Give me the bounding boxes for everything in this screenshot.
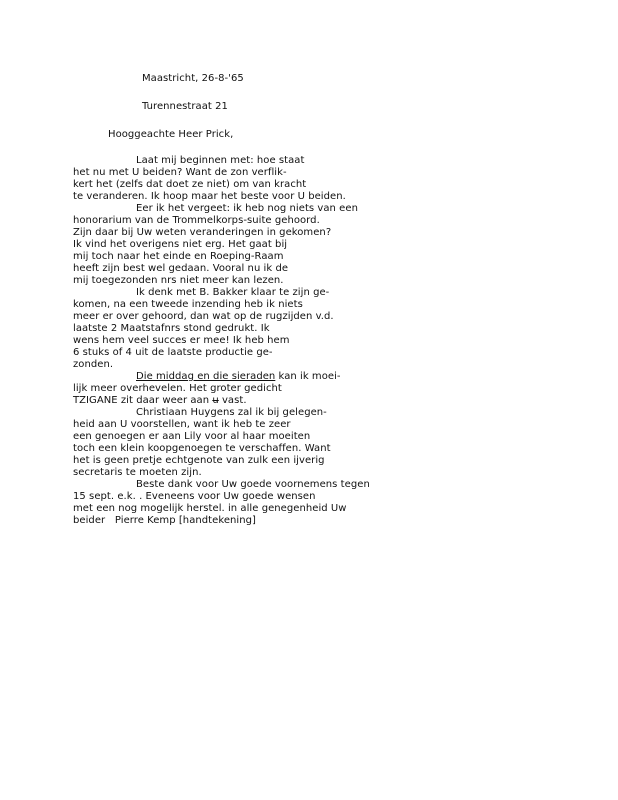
paragraph-line: Christiaan Huygens zal ik bij gelegen- [136, 407, 327, 418]
paragraph-line: 6 stuks of 4 uit de laatste productie ge- [73, 347, 273, 358]
paragraph-line: Zijn daar bij Uw weten veranderingen in gekomen? [73, 227, 332, 238]
signature-line: beider Pierre Kemp [handtekening] [73, 515, 256, 526]
paragraph-line [136, 371, 341, 383]
paragraph-line: met een nog mogelijk herstel. in alle genegenheid Uw [73, 503, 347, 514]
paragraph-line: te veranderen. Ik hoop maar het beste voor U beiden. [73, 191, 346, 202]
paragraph-line: Laat mij beginnen met: hoe staat [136, 155, 305, 166]
paragraph-line: Eer ik het vergeet: ik heb nog niets van een [136, 203, 358, 214]
paragraph-line: wens hem veel succes er mee! Ik heb hem [73, 335, 290, 346]
paragraph-line: mij toegezonden nrs niet meer kan lezen. [73, 275, 284, 286]
paragraph-line: mij toch naar het einde en Roeping-Raam [73, 251, 284, 262]
paragraph-line: meer er over gehoord, dan wat op de rugzijden v.d. [73, 311, 334, 322]
paragraph-line: kert het (zelfs dat doet ze niet) om van kracht [73, 179, 307, 190]
paragraph-line: honorarium van de Trommelkorps-suite gehoord. [73, 215, 320, 226]
address: Turennestraat 21 [142, 101, 228, 112]
paragraph-line [73, 395, 247, 407]
paragraph-line: het nu met U beiden? Want de zon verflik- [73, 167, 287, 178]
paragraph-text: kan ik moei- [275, 371, 341, 382]
paragraph-line: heid aan U voorstellen, want ik heb te zeer [73, 419, 291, 430]
paragraph-line: het is geen pretje echtgenote van zulk een ijverig [73, 455, 325, 466]
paragraph-line: een genoegen er aan Lily voor al haar moeiten [73, 431, 311, 442]
paragraph-line: komen, na een tweede inzending heb ik niets [73, 299, 303, 310]
paragraph-line: 15 sept. e.k. . Eveneens voor Uw goede wensen [73, 491, 316, 502]
paragraph-line: secretaris te moeten zijn. [73, 467, 202, 478]
paragraph-line: heeft zijn best wel gedaan. Vooral nu ik de [73, 263, 289, 274]
salutation: Hooggeachte Heer Prick, [108, 129, 234, 140]
paragraph-line: zonden. [73, 359, 114, 370]
struck-text: u [212, 395, 219, 406]
paragraph-text: TZIGANE zit daar weer aan [73, 395, 213, 406]
paragraph-line: lijk meer overhevelen. Het groter gedicht [73, 383, 282, 394]
paragraph-line: Beste dank voor Uw goede voornemens tegen [136, 479, 370, 490]
paragraph-line: Ik vind het overigens niet erg. Het gaat bij [73, 239, 288, 250]
paragraph-line: toch een klein koopgenoegen te verschaffen. Want [73, 443, 331, 454]
paragraph-line: Ik denk met B. Bakker klaar te zijn ge- [136, 287, 330, 298]
paragraph-line: laatste 2 Maatstafnrs stond gedrukt. Ik [73, 323, 270, 334]
place-date: Maastricht, 26-8-'65 [142, 73, 244, 84]
paragraph-text: vast. [218, 395, 247, 406]
underlined-title: Die middag en die sieraden [136, 371, 276, 382]
